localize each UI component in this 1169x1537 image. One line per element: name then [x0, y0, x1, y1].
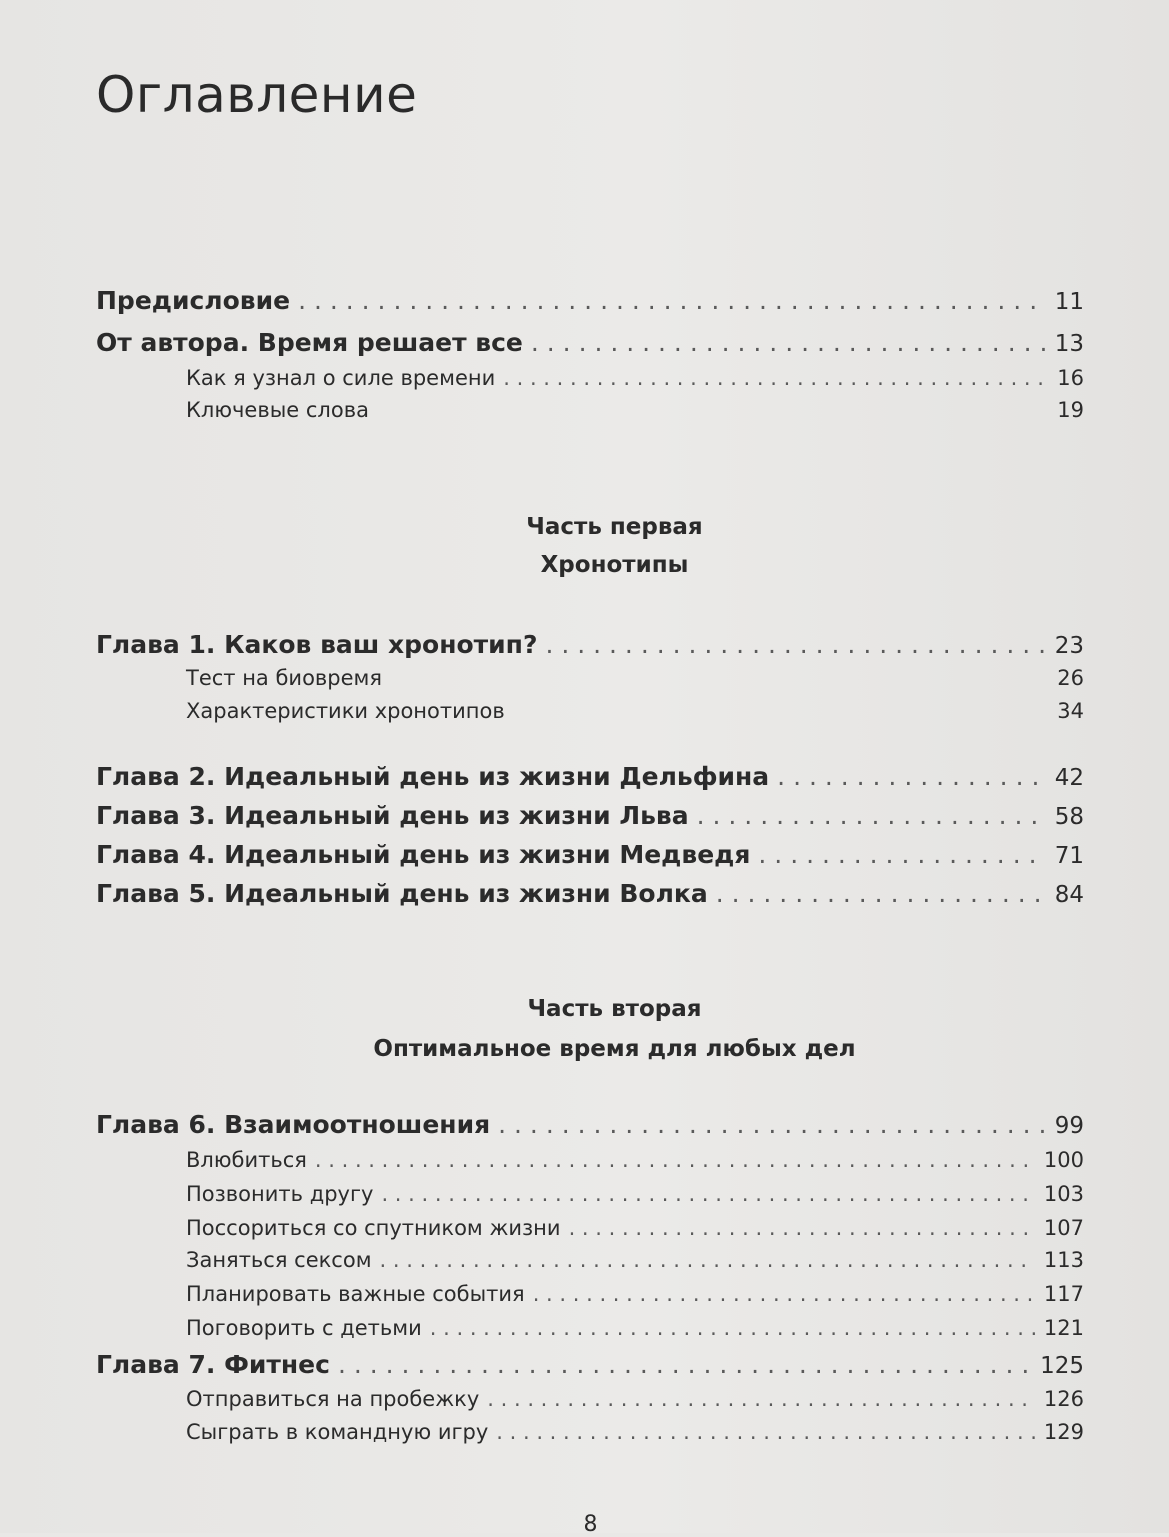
dot-leader [503, 366, 1046, 390]
toc-subentry [96, 1248, 1084, 1272]
toc-entry-label: От автора. Время решает все [96, 328, 523, 357]
dot-leader [380, 1248, 1036, 1272]
toc-subentry [96, 1282, 1084, 1306]
dot-leader [569, 1216, 1036, 1240]
toc-entry-label: Тест на биовремя [186, 666, 383, 690]
toc-entry [96, 1110, 1084, 1139]
toc-subentry [96, 1316, 1084, 1340]
toc-entry [96, 801, 1084, 830]
toc-entry-page: 113 [1043, 1248, 1084, 1272]
toc-subentry [96, 666, 1084, 690]
toc-entry-page: 125 [1040, 1353, 1084, 1379]
dot-leader [498, 1110, 1046, 1139]
toc-entry-page: 84 [1054, 882, 1084, 908]
dot-leader [315, 1148, 1036, 1172]
toc-entry-label: Глава 6. Взаимоотношения [96, 1110, 491, 1139]
toc-entry [96, 762, 1084, 791]
toc-subentry [96, 1387, 1084, 1411]
toc-entry-page: 26 [1057, 666, 1084, 690]
page-title: Оглавление [96, 66, 418, 124]
toc-entry-label: Поссориться со спутником жизни [186, 1216, 561, 1240]
toc-entry-page: 107 [1043, 1216, 1084, 1240]
dot-leader [697, 801, 1046, 830]
toc-entry-label: Глава 1. Каков ваш хронотип? [96, 630, 538, 659]
part-title: Оптимальное время для любых дел [373, 1036, 856, 1062]
dot-leader [716, 879, 1046, 908]
toc-entry [96, 630, 1084, 659]
dot-leader [545, 630, 1046, 659]
toc-subentry [96, 1148, 1084, 1172]
dot-leader [533, 1282, 1036, 1306]
dot-leader [777, 762, 1046, 791]
toc-entry-page: 42 [1054, 765, 1084, 791]
toc-entry-page: 11 [1054, 289, 1084, 315]
dot-leader [758, 840, 1046, 869]
toc-subentry [96, 398, 1084, 422]
toc-entry-page: 129 [1043, 1420, 1084, 1444]
dot-leader [531, 328, 1046, 357]
toc-entry-page: 34 [1057, 699, 1084, 723]
toc-entry-page: 117 [1043, 1282, 1084, 1306]
toc-entry-label: Глава 3. Идеальный день из жизни Льва [96, 801, 689, 830]
part-number: Часть первая [526, 514, 703, 540]
part-title: Хронотипы [540, 552, 689, 578]
toc-entry-label: Позвонить другу [186, 1182, 374, 1206]
toc-entry-label: Предисловие [96, 286, 291, 315]
toc-entry-page: 19 [1057, 398, 1084, 422]
toc-entry-label: Заняться сексом [186, 1248, 372, 1272]
toc-entry-page: 126 [1043, 1387, 1084, 1411]
toc-entry-page: 121 [1043, 1316, 1084, 1340]
toc-entry [96, 328, 1084, 357]
toc-subentry [96, 1182, 1084, 1206]
dot-leader [381, 1182, 1035, 1206]
toc-entry-page: 13 [1054, 331, 1084, 357]
toc-entry-label: Глава 2. Идеальный день из жизни Дельфина [96, 762, 770, 791]
toc-entry-label: Как я узнал о силе времени [186, 366, 496, 390]
toc-entry-label: Глава 7. Фитнес [96, 1350, 330, 1379]
toc-entry [96, 879, 1084, 908]
toc-entry-label: Ключевые слова [186, 398, 369, 422]
toc-entry [96, 840, 1084, 869]
toc-entry-page: 103 [1043, 1182, 1084, 1206]
toc-entry-page: 16 [1057, 366, 1084, 390]
toc-entry-label: Характеристики хронотипов [186, 699, 505, 723]
toc-entry-label: Глава 4. Идеальный день из жизни Медведя [96, 840, 751, 869]
dot-leader [496, 1420, 1036, 1444]
toc-entry-label: Поговорить с детьми [186, 1316, 422, 1340]
toc-entry-label: Отправиться на пробежку [186, 1387, 480, 1411]
toc-entry-page: 23 [1054, 633, 1084, 659]
toc-subentry [96, 699, 1084, 723]
toc-entry-label: Планировать важные события [186, 1282, 525, 1306]
dot-leader [338, 1350, 1032, 1379]
dot-leader [430, 1316, 1036, 1340]
toc-entry-page: 100 [1043, 1148, 1084, 1172]
toc-entry-page: 58 [1054, 804, 1084, 830]
toc-entry-label: Влюбиться [186, 1148, 307, 1172]
toc-entry-label: Сыграть в командную игру [186, 1420, 489, 1444]
toc-entry-page: 99 [1054, 1113, 1084, 1139]
toc-entry-label: Глава 5. Идеальный день из жизни Волка [96, 879, 708, 908]
toc-entry [96, 286, 1084, 315]
part-number: Часть вторая [527, 996, 702, 1022]
toc-entry-page: 71 [1054, 843, 1084, 869]
toc-subentry [96, 366, 1084, 390]
toc-subentry [96, 1420, 1084, 1444]
dot-leader [487, 1387, 1036, 1411]
page-number: 8 [583, 1512, 598, 1537]
toc-subentry [96, 1216, 1084, 1240]
dot-leader [298, 286, 1046, 315]
toc-entry [96, 1350, 1084, 1379]
